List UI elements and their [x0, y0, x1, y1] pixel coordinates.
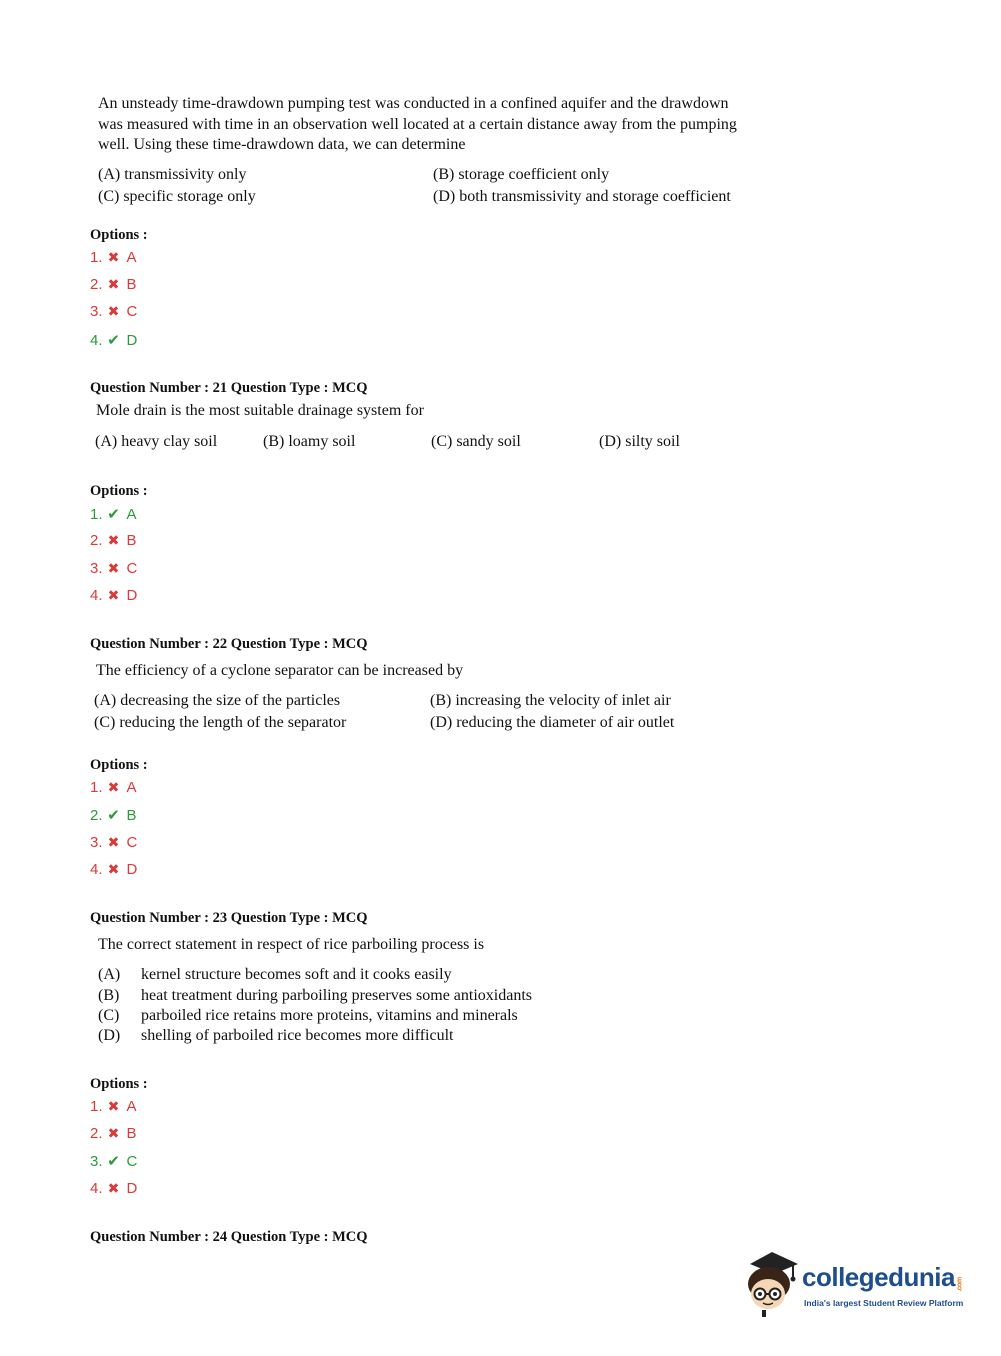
- q22-header: Question Number : 22 Question Type : MCQ: [90, 636, 368, 652]
- q20-choice-a: (A) transmissivity only: [98, 166, 247, 183]
- q22-text: The efficiency of a cyclone separator can be increased by: [96, 662, 464, 679]
- q23-choice-text: parboiled rice retains more proteins, vitamins and minerals: [141, 1007, 518, 1024]
- q22-choice-d: (D) reducing the diameter of air outlet: [430, 714, 675, 731]
- q20-choice-c: (C) specific storage only: [98, 188, 256, 205]
- q23-choice-text: heat treatment during parboiling preserves some antioxidants: [141, 987, 532, 1004]
- cross-icon: ✖: [107, 1125, 120, 1141]
- q21-choice-c: (C) sandy soil: [431, 433, 521, 450]
- cross-icon: ✖: [107, 779, 120, 795]
- q21-option-4[interactable]: 4. ✖ D: [90, 587, 138, 604]
- q23-option-4[interactable]: 4. ✖ D: [90, 1180, 138, 1197]
- logo-tagline: India's largest Student Review Platform: [804, 1298, 964, 1308]
- logo-name: collegedunia: [802, 1262, 955, 1292]
- q22-option-1[interactable]: 1. ✖ A: [90, 779, 137, 796]
- q23-choice-c: [98, 1007, 518, 1025]
- q21-choice-b: (B) loamy soil: [263, 433, 356, 450]
- q20-text-line: An unsteady time-drawdown pumping test was conducted in a confined aquifer and the drawdown: [98, 95, 729, 112]
- q21-text: Mole drain is the most suitable drainage system for: [96, 402, 424, 419]
- q21-option-3[interactable]: 3. ✖ C: [90, 560, 138, 577]
- cross-icon: ✖: [107, 587, 120, 603]
- cross-icon: ✖: [107, 560, 120, 576]
- check-icon: ✔: [107, 506, 120, 523]
- q20-text-line: was measured with time in an observation well located at a certain distance away from the pumping: [98, 115, 737, 133]
- check-icon: ✔: [107, 332, 120, 349]
- q22-option-4[interactable]: 4. ✖ D: [90, 861, 138, 878]
- cross-icon: ✖: [107, 834, 120, 850]
- logo-suffix: .com: [956, 1277, 964, 1292]
- cross-icon: ✖: [107, 249, 120, 265]
- cross-icon: ✖: [107, 303, 120, 319]
- q21-option-2[interactable]: 2. ✖ B: [90, 532, 137, 549]
- q23-option-1[interactable]: 1. ✖ A: [90, 1098, 137, 1115]
- q21-choice-d: (D) silty soil: [599, 433, 680, 450]
- q20-option-3[interactable]: 3. ✖ C: [90, 303, 138, 320]
- q23-choice-label: (A): [98, 966, 121, 983]
- q22-choice-a: (A) decreasing the size of the particles: [94, 692, 341, 709]
- q21-options-label: Options :: [90, 483, 148, 499]
- q23-choice-label: (D): [98, 1027, 121, 1044]
- q20-choice-d: (D) both transmissivity and storage coefficient: [433, 188, 731, 205]
- q23-options-label: Options :: [90, 1076, 148, 1092]
- q20-option-4[interactable]: 4. ✔ D: [90, 332, 138, 349]
- q23-choice-label: (B): [98, 987, 120, 1004]
- check-icon: ✔: [107, 807, 120, 824]
- q21-choice-a: (A) heavy clay soil: [95, 433, 218, 450]
- q23-choice-b: [98, 987, 532, 1005]
- q20-options-label: Options :: [90, 227, 148, 243]
- q21-option-1[interactable]: 1. ✔ A: [90, 506, 137, 523]
- q22-choice-b: (B) increasing the velocity of inlet air: [430, 692, 671, 709]
- q23-header: Question Number : 23 Question Type : MCQ: [90, 910, 368, 926]
- q23-option-3[interactable]: 3. ✔ C: [90, 1153, 138, 1170]
- q23-choice-text: shelling of parboiled rice becomes more difficult: [141, 1027, 454, 1044]
- cross-icon: ✖: [107, 532, 120, 548]
- q23-choice-d: [98, 1027, 454, 1045]
- q23-choice-a: [98, 966, 452, 984]
- cross-icon: ✖: [107, 1180, 120, 1196]
- q20-option-2[interactable]: 2. ✖ B: [90, 276, 137, 293]
- q20-option-1[interactable]: 1. ✖ A: [90, 249, 137, 266]
- q22-options-label: Options :: [90, 757, 148, 773]
- collegedunia-logo[interactable]: [742, 1250, 972, 1320]
- q23-option-2[interactable]: 2. ✖ B: [90, 1125, 137, 1142]
- cross-icon: ✖: [107, 276, 120, 292]
- q23-text: The correct statement in respect of rice parboiling process is: [98, 936, 485, 953]
- q23-choice-text: kernel structure becomes soft and it cooks easily: [141, 966, 452, 983]
- q22-option-2[interactable]: 2. ✔ B: [90, 807, 137, 824]
- q20-choice-b: (B) storage coefficient only: [433, 166, 610, 183]
- check-icon: ✔: [107, 1153, 120, 1170]
- q22-choice-c: (C) reducing the length of the separator: [94, 714, 347, 731]
- q20-text-line: well. Using these time-drawdown data, we can determine: [98, 136, 466, 153]
- q21-header: Question Number : 21 Question Type : MCQ: [90, 380, 368, 396]
- mascot-icon: [742, 1250, 804, 1320]
- cross-icon: ✖: [107, 861, 120, 877]
- q22-option-3[interactable]: 3. ✖ C: [90, 834, 138, 851]
- cross-icon: ✖: [107, 1098, 120, 1114]
- q23-choice-label: (C): [98, 1007, 120, 1024]
- q24-header: Question Number : 24 Question Type : MCQ: [90, 1229, 368, 1245]
- q20-text: [98, 94, 737, 156]
